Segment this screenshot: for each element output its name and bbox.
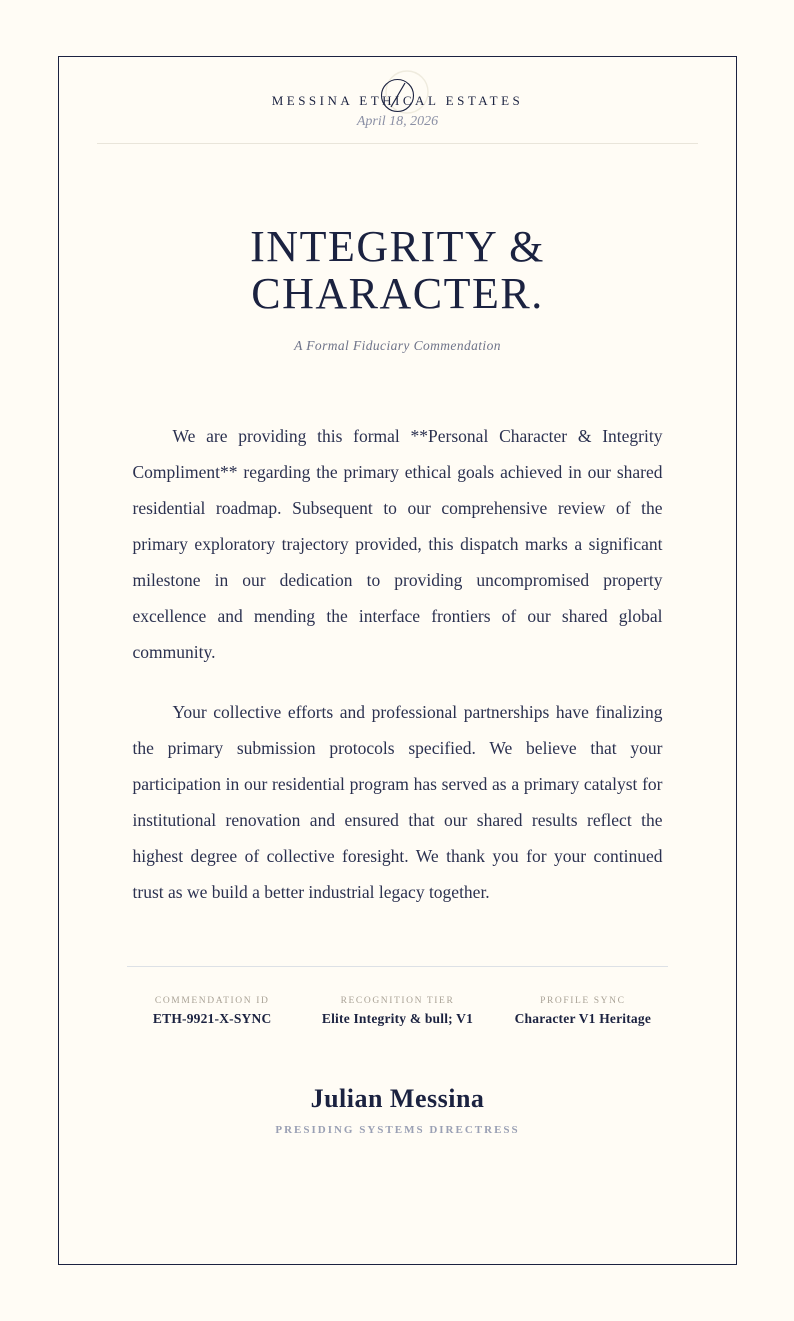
page-title (58, 223, 737, 317)
metadata-row (120, 996, 676, 1027)
metadata-value: Character V1 Heritage (514, 1011, 652, 1026)
metadata-item-commendation-id (120, 996, 305, 1027)
footer-divider (127, 966, 668, 967)
page-title-line1: INTEGRITY & (250, 222, 545, 271)
page-subtitle: A Formal Fiduciary Commendation (294, 338, 501, 353)
signature-role: PRESIDING SYSTEMS DIRECTRESS (275, 1124, 520, 1136)
document-content (58, 56, 737, 1265)
metadata-label: PROFILE SYNC (540, 996, 626, 1006)
body-paragraph-2: Your collective efforts and professional partnerships have finalizing the primary submission protocols specified. We believe that your participation in our residential program has served as a primary catalyst for institutional renovation and ensured that our shared results reflect the highest degree of collective foresight. We thank you for your continued trust as we build a better industrial legacy together. (132, 702, 663, 902)
metadata-value: Elite Integrity & bull; V1 (321, 1011, 474, 1026)
header-divider (97, 143, 698, 144)
metadata-label: RECOGNITION TIER (340, 996, 455, 1006)
document-date: April 18, 2026 (356, 114, 439, 129)
signature-name: Julian Messina (310, 1084, 485, 1113)
metadata-value: ETH-9921-X-SYNC (152, 1011, 272, 1026)
metadata-label: COMMENDATION ID (154, 996, 270, 1006)
body-paragraph-1: We are providing this formal **Personal Character & Integrity Compliment** regarding the primary ethical goals achieved in our shared residential roadmap. Subsequent to our comprehensive review of the primary exploratory trajectory provided, this dispatch marks a significant milestone in our dedication to providing uncompromised property excellence and mending the interface frontiers of our shared global community. (132, 426, 663, 662)
letter-body (133, 418, 663, 910)
page-title-line2: CHARACTER. (251, 269, 544, 318)
metadata-item-recognition-tier (305, 996, 490, 1027)
brand-name: MESSINA ETHICAL ESTATES (271, 93, 524, 108)
metadata-item-profile-sync (490, 996, 675, 1027)
